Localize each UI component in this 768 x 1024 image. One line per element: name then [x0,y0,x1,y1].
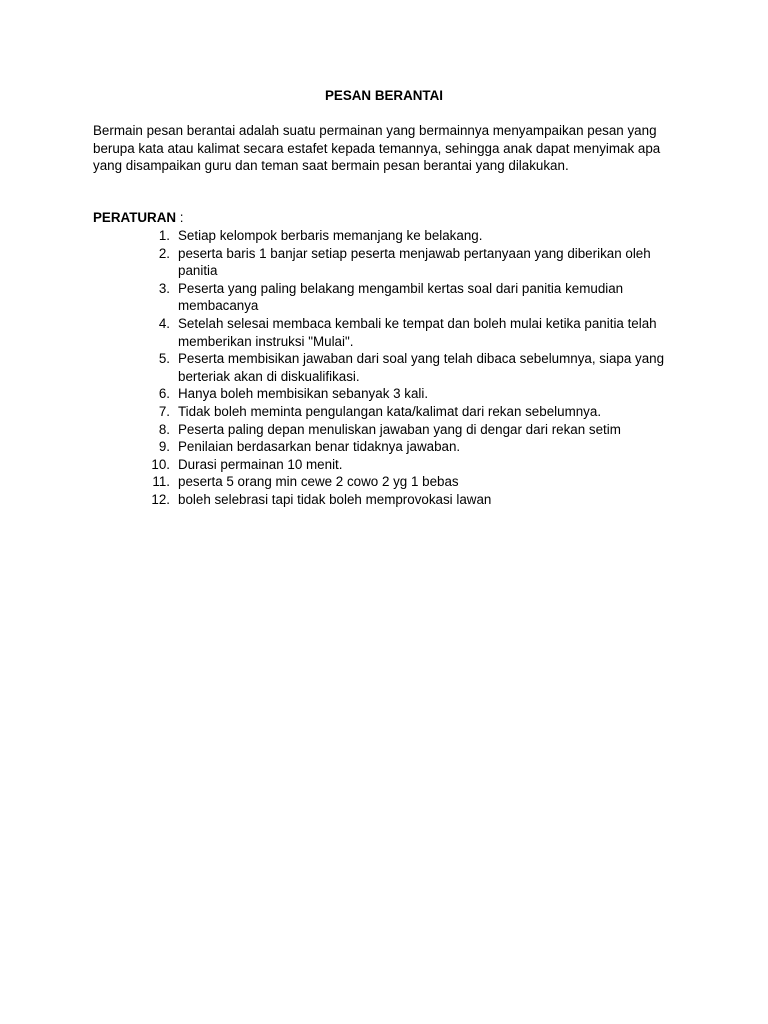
rule-number: 3. [158,280,170,296]
rule-item [93,421,693,439]
rule-item [93,245,693,280]
rule-number: 5. [158,351,170,367]
rule-number: 7. [158,403,170,419]
rule-text: boleh selebrasi tapi tidak boleh memprovokasi lawan [178,491,492,507]
rule-text: Tidak boleh meminta pengulangan kata/kalimat dari rekan sebelumnya. [178,403,602,419]
rule-number: 2. [158,245,170,261]
rule-item [93,315,693,350]
rule-item [93,403,693,421]
rule-text: Setelah selesai membaca kembali ke tempat dan boleh mulai ketika panitia telah memberikan instruksi "Mulai". [178,315,657,349]
rule-text: Hanya boleh membisikan sebanyak 3 kali. [178,386,429,402]
rule-number: 4. [158,315,170,331]
rule-item [93,473,693,491]
rule-text: Peserta yang paling belakang mengambil kertas soal dari panitia kemudian membacanya [178,280,624,314]
rules-heading [93,209,184,227]
rule-text: Penilaian berdasarkan benar tidaknya jawaban. [178,439,461,455]
rule-item [93,385,693,403]
rule-text: Peserta paling depan menuliskan jawaban yang di dengar dari rekan setim [178,421,621,437]
intro-paragraph: Bermain pesan berantai adalah suatu permainan yang bermainnya menyampaikan pesan yang berupa kata atau kalimat secara estafet kepada temannya, sehingga anak dapat menyimak apa yang disampaikan guru dan teman saat bermain pesan berantai yang dilakukan. [93,123,661,173]
rule-number: 8. [158,421,170,437]
rule-item [93,350,693,385]
rule-number: 6. [158,386,170,402]
rule-text: Peserta membisikan jawaban dari soal yang telah dibaca sebelumnya, siapa yang berteriak akan di diskualifikasi. [178,351,665,384]
rules-heading-colon: : [176,210,184,225]
rule-text: peserta baris 1 banjar setiap peserta menjawab pertanyaan yang diberikan oleh panitia [178,245,651,279]
rule-item [93,227,693,245]
rule-text: peserta 5 orang min cewe 2 cowo 2 yg 1 bebas [178,474,459,490]
rule-number: 10. [151,456,170,472]
rule-item [93,438,693,456]
rule-number: 9. [158,439,170,455]
rule-text: Durasi permainan 10 menit. [178,456,343,472]
rule-item [93,456,693,474]
rule-number: 11. [152,474,170,490]
rule-item [93,280,693,315]
rules-heading-label: PERATURAN [93,210,177,225]
document-title: PESAN BERANTAI [324,88,444,103]
rule-text: Setiap kelompok berbaris memanjang ke belakang. [178,228,483,243]
rule-number: 12. [151,491,170,507]
rule-item [93,491,693,509]
rules-list [93,227,693,509]
rule-number: 1. [158,228,170,243]
